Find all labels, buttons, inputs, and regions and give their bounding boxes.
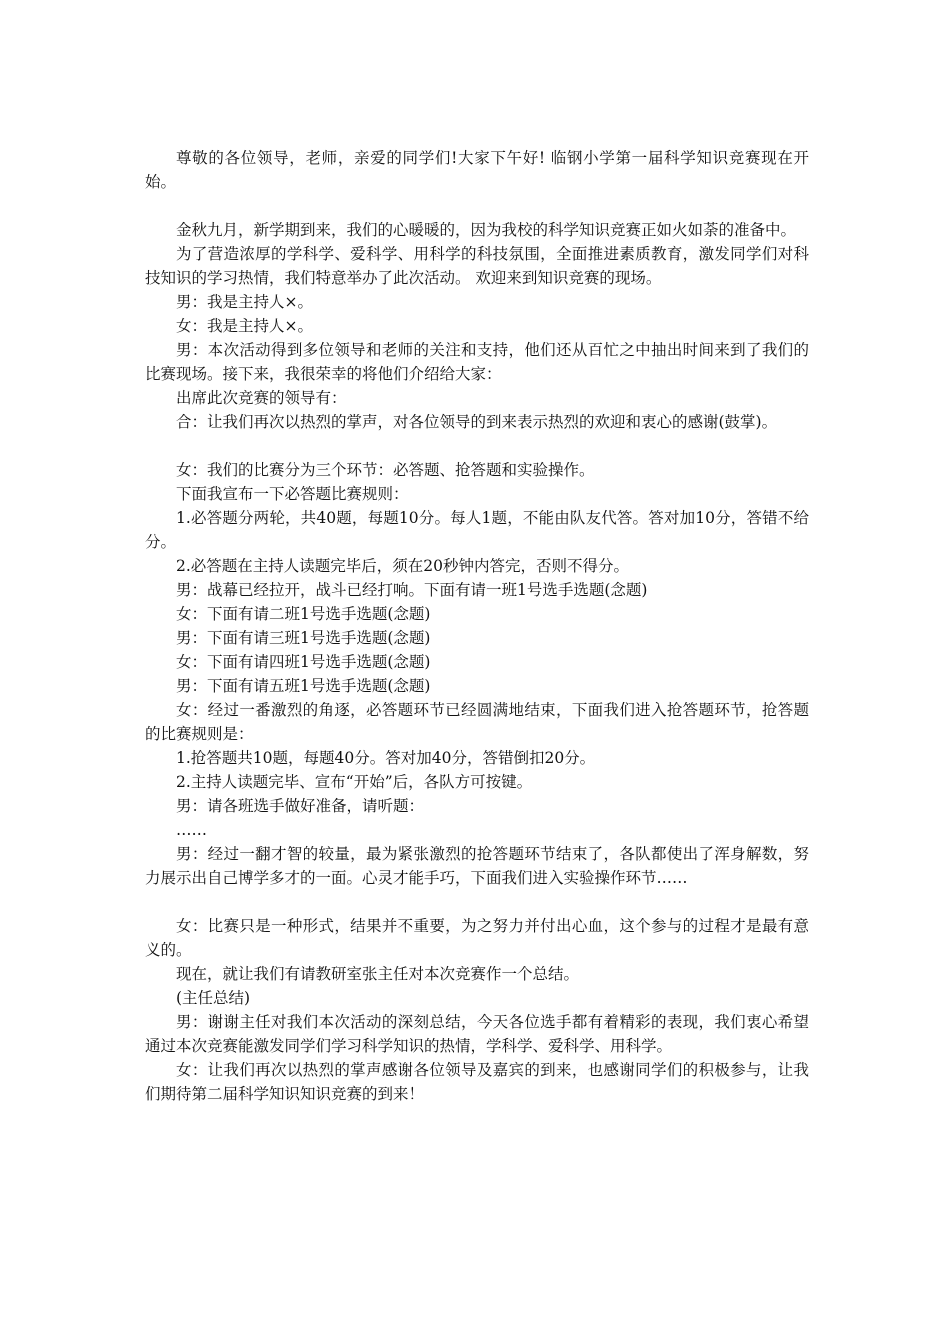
paragraph: 合：让我们再次以热烈的掌声，对各位领导的到来表示热烈的欢迎和衷心的感谢(鼓掌)。 xyxy=(176,413,778,431)
paragraph: 金秋九月，新学期到来，我们的心暖暖的，因为我校的科学知识竞赛正如火如荼的准备中。 xyxy=(176,221,797,239)
paragraph: 女：我是主持人×。 xyxy=(176,317,313,335)
paragraph: 出席此次竞赛的领导有： xyxy=(176,389,347,407)
paragraph: 现在，就让我们有请教研室张主任对本次竞赛作一个总结。 xyxy=(176,965,580,983)
paragraph: 1.抢答题共10题，每题40分。答对加40分，答错倒扣20分。 xyxy=(176,749,596,767)
paragraph: 尊敬的各位领导，老师，亲爱的同学们!大家下午好! 临钢小学第一届科学知识竞赛现在开始。 xyxy=(145,149,809,191)
paragraph: (主任总结) xyxy=(176,989,251,1007)
paragraph: 女：让我们再次以热烈的掌声感谢各位领导及嘉宾的到来，也感谢同学们的积极参与，让我们期待第二届科学知识知识竞赛的到来！ xyxy=(145,1061,809,1103)
paragraph-spacer xyxy=(145,890,809,914)
paragraph: 男：本次活动得到多位领导和老师的关注和支持，他们还从百忙之中抽出时间来到了我们的比赛现场。接下来，我很荣幸的将他们介绍给大家： xyxy=(145,341,809,383)
paragraph-spacer xyxy=(145,194,809,218)
paragraph: 男：战幕已经拉开，战斗已经打响。下面有请一班1号选手选题(念题) xyxy=(176,581,648,599)
paragraph: 女：我们的比赛分为三个环节：必答题、抢答题和实验操作。 xyxy=(176,461,595,479)
paragraph: 2.必答题在主持人读题完毕后，须在20秒钟内答完，否则不得分。 xyxy=(176,557,630,575)
paragraph: 男：下面有请三班1号选手选题(念题) xyxy=(176,629,431,647)
paragraph: 女：经过一番激烈的角逐，必答题环节已经圆满地结束，下面我们进入抢答题环节，抢答题的比赛规则是： xyxy=(145,701,809,743)
paragraph: 男：谢谢主任对我们本次活动的深刻总结，今天各位选手都有着精彩的表现，我们衷心希望通过本次竞赛能激发同学们学习科学知识的热情，学科学、爱科学、用科学。 xyxy=(145,1013,809,1055)
paragraph: 为了营造浓厚的学科学、爱科学、用科学的科技氛围，全面推进素质教育，激发同学们对科技知识的学习热情，我们特意举办了此次活动。 欢迎来到知识竞赛的现场。 xyxy=(145,245,809,287)
paragraph: 2.主持人读题完毕、宣布“开始”后，各队方可按键。 xyxy=(176,773,533,791)
paragraph: 女：下面有请二班1号选手选题(念题) xyxy=(176,605,431,623)
paragraph: 男：经过一翻才智的较量，最为紧张激烈的抢答题环节结束了，各队都使出了浑身解数，努力展示出自己博学多才的一面。心灵才能手巧，下面我们进入实验操作环节…… xyxy=(145,845,809,887)
paragraph-spacer xyxy=(145,434,809,458)
paragraph: 女：比赛只是一种形式，结果并不重要，为之努力并付出心血，这个参与的过程才是最有意义的。 xyxy=(145,917,809,959)
paragraph: 男：我是主持人×。 xyxy=(176,293,313,311)
paragraph: 女：下面有请四班1号选手选题(念题) xyxy=(176,653,431,671)
paragraph: 男：下面有请五班1号选手选题(念题) xyxy=(176,677,431,695)
paragraph: 1.必答题分两轮，共40题，每题10分。每人1题，不能由队友代答。答对加10分，答错不给分。 xyxy=(145,509,809,551)
paragraph: 男：请各班选手做好准备，请听题： xyxy=(176,797,425,815)
paragraph: 下面我宣布一下必答题比赛规则： xyxy=(176,485,409,503)
paragraph: …… xyxy=(176,821,207,839)
document-body xyxy=(145,146,809,1106)
